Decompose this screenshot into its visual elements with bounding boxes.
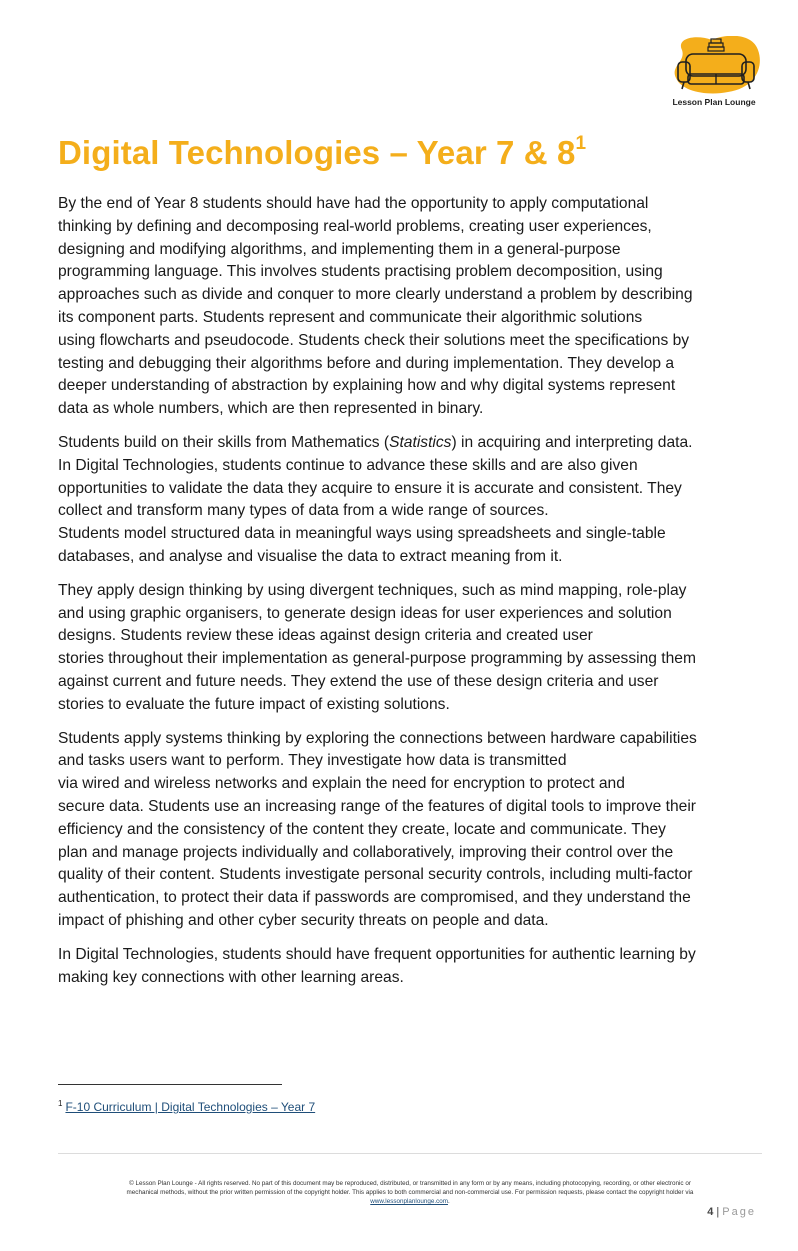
text-line: efficiency and the consistency of the content they create, locate and communicate. They (58, 820, 666, 838)
footer-divider (58, 1153, 762, 1154)
text-line: impact of phishing and other cyber security threats on people and data. (58, 911, 549, 929)
text-line: plan and manage projects individually and collaboratively, improving their control over the (58, 843, 674, 861)
text-line: Students apply systems thinking by exploring the connections between hardware capabilities (58, 729, 697, 747)
text-line: stories throughout their implementation as general-purpose programming by assessing them (58, 650, 696, 668)
paragraph (58, 432, 762, 569)
text-line: collect and transform many types of data from a wide range of sources. (58, 502, 549, 520)
text-line: In Digital Technologies, students should have frequent opportunities for authentic learning by (58, 945, 696, 963)
sofa-icon (668, 36, 760, 94)
text-line: Students model structured data in meaningful ways using spreadsheets and single-table (58, 525, 666, 543)
text-line: stories to evaluate the future impact of existing solutions. (58, 695, 450, 713)
text-line: opportunities to validate the data they acquire to ensure it is accurate and consistent. They (58, 479, 682, 497)
footnote-link[interactable]: F-10 Curriculum | Digital Technologies – Year 7 (65, 1100, 316, 1114)
text-line: authentication, to protect their data if passwords are compromised, and they understand the (58, 889, 691, 907)
text-line: databases, and analyse and visualise the data to extract meaning from it. (58, 547, 563, 565)
logo-name: Lesson Plan Lounge (672, 97, 756, 107)
text-line: making key connections with other learning areas. (58, 968, 404, 986)
text-line: thinking by defining and decomposing real-world problems, creating user experiences, (58, 217, 652, 235)
title-text: Digital Technologies – Year 7 & 8 (58, 134, 576, 171)
paragraph (58, 580, 762, 717)
text-line: programming language. This involves students practising problem decomposition, using (58, 263, 663, 281)
paragraph (58, 728, 762, 933)
legal-line: mechanical methods, without the prior written permission of the copyright holder. This applies to both commercial and non-commercial use. For permission requests, please contact the copyright holder via (126, 1189, 694, 1196)
page-title (58, 134, 586, 172)
page-label: Page (722, 1206, 756, 1218)
text-line: and using graphic organisers, to generate design ideas for user experiences and solution (58, 604, 672, 622)
footnote (58, 1099, 315, 1114)
page-number: 4 | Page (707, 1206, 756, 1218)
logo (664, 36, 764, 114)
text-line: using flowcharts and pseudocode. Students check their solutions meet the specifications by (58, 331, 690, 349)
body-text (58, 193, 762, 1000)
copyright-notice: © Lesson Plan Lounge - All rights reserved. No part of this document may be reproduced, distributed, or transmitted in any form or by any means, including photocopying, recording, or other electronic or mechanical methods, without the prior written permission of the copyright holder. This applies to both commercial and non-commercial use. For permission requests, please contact the copyright holder via www.lessonplanlounge.com. (58, 1179, 762, 1206)
text-line: designing and modifying algorithms, and implementing them in a general-purpose (58, 240, 621, 258)
text-line: They apply design thinking by using divergent techniques, such as mind mapping, role-play (58, 581, 687, 599)
text-line: its component parts. Students represent and communicate their algorithmic solutions (58, 308, 643, 326)
text-line: approaches such as divide and conquer to more clearly understand a problem by describing (58, 286, 693, 304)
page-number-value: 4 (707, 1206, 714, 1218)
text-line: data as whole numbers, which are then represented in binary. (58, 400, 484, 418)
footnote-divider (58, 1084, 282, 1085)
text-line: designs. Students review these ideas against design criteria and created user (58, 627, 593, 645)
paragraph (58, 944, 762, 990)
footnote-number: 1 (58, 1099, 63, 1108)
text-line: testing and debugging their algorithms before and during implementation. They develop a (58, 354, 675, 372)
website-link[interactable]: www.lessonplanlounge.com (370, 1198, 448, 1205)
text-line: against current and future needs. They extend the use of these design criteria and user (58, 672, 659, 690)
text-line: deeper understanding of abstraction by explaining how and why digital systems represent (58, 377, 676, 395)
text-line: quality of their content. Students investigate personal security controls, including multi-factor (58, 866, 693, 884)
legal-line: © Lesson Plan Lounge - All rights reserved. No part of this document may be reproduced, distributed, or transmitted in any form or by any means, including photocopying, recording, or other electronic or (129, 1180, 691, 1187)
text-line: and tasks users want to perform. They investigate how data is transmitted (58, 752, 567, 770)
text-line: In Digital Technologies, students continue to advance these skills and are also given (58, 456, 638, 474)
title-footnote-ref[interactable]: 1 (575, 133, 587, 154)
text-line: secure data. Students use an increasing range of the features of digital tools to improve their (58, 797, 696, 815)
text-line: Students build on their skills from Mathematics (Statistics) in acquiring and interpreting data. (58, 433, 693, 451)
text-line: By the end of Year 8 students should have had the opportunity to apply computational (58, 195, 649, 212)
text-line: via wired and wireless networks and explain the need for encryption to protect and (58, 775, 625, 793)
paragraph (58, 193, 762, 421)
